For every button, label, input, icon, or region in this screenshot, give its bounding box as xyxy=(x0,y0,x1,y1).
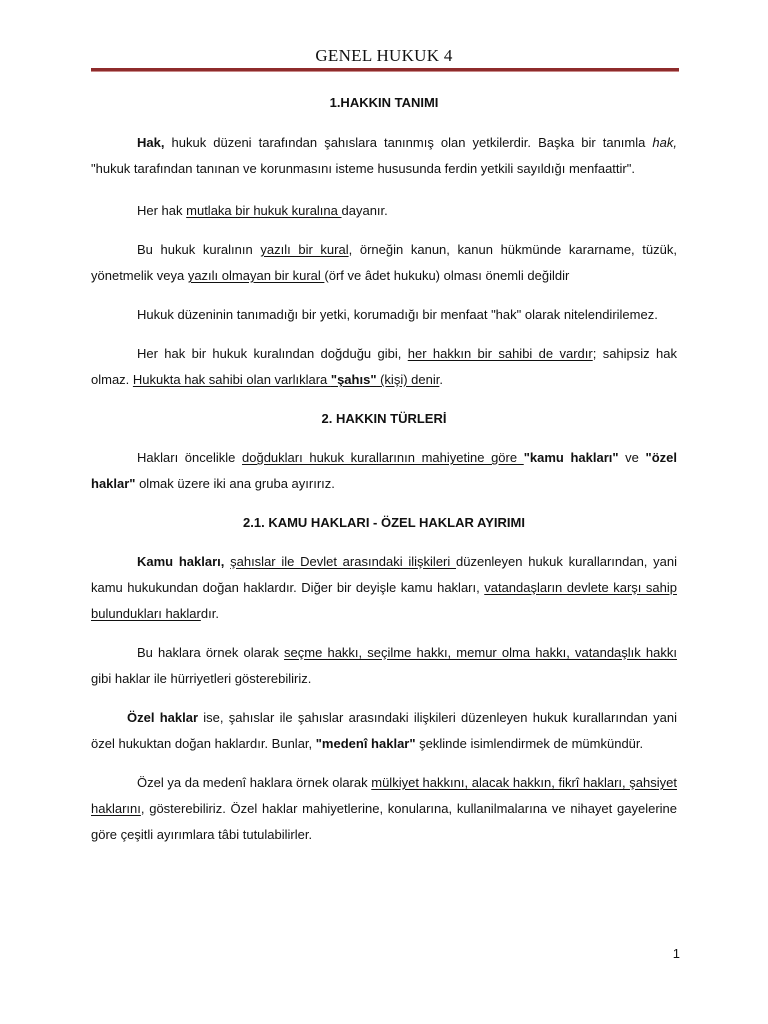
underlined-phrase: doğdukları hukuk kurallarının mahiyetine göre xyxy=(242,450,524,465)
document-body xyxy=(91,90,677,848)
paragraph-hak-sahibi xyxy=(91,341,677,393)
bold-term: "kamu hakları" xyxy=(523,450,619,465)
text-run: Özel ya da medenî haklara örnek olarak xyxy=(137,775,372,790)
underlined-phrase: her hakkın bir sahibi de vardır xyxy=(407,346,593,361)
text-run: ise, şahıslar ile şahıslar arasındaki ilişkileri düzenleyen hukuk kurallarından yani özel hukuktan doğan haklardır. Bunlar, xyxy=(91,710,678,751)
header-divider xyxy=(91,68,679,71)
underlined-phrase: yazılı olmayan bir kural xyxy=(187,268,325,283)
text-run: olmak üzere iki ana gruba ayırırız. xyxy=(135,476,335,491)
text-run: , örneğin kanun, kanun hükmünde kararname, tüzük, yönetmelik veya xyxy=(91,242,677,283)
bold-term: "özel haklar" xyxy=(91,450,677,491)
text-run: Hukuk düzeninin tanımadığı bir yetki, korumadığı bir menfaat "hak" olarak nitelendirilemez. xyxy=(137,307,658,322)
paragraph-hak-turleri xyxy=(91,445,677,497)
text-run: Bu hukuk kuralının xyxy=(137,242,261,257)
section-heading-hakkin-turleri: 2. HAKKIN TÜRLERİ xyxy=(321,411,447,426)
text-run: , gösterebiliriz. Özel haklar mahiyetlerine, konularına, kullanilmalarına ve nihayet gayelerine göre çeşitli ayırımlara tâbi tutulabilirler. xyxy=(91,801,677,842)
text-run: Hakları öncelikle xyxy=(137,450,243,465)
bold-term: "medenî haklar" xyxy=(315,736,416,751)
text-run: dayanır. xyxy=(341,203,388,218)
underlined-phrase: mutlaka bir hukuk kuralına xyxy=(186,203,342,218)
section-heading-kamu-ozel-haklar: 2.1. KAMU HAKLARI - ÖZEL HAKLAR AYIRIMI xyxy=(243,515,525,530)
italic-term: hak, xyxy=(652,135,677,150)
underlined-phrase: seçme hakkı, seçilme hakkı, memur olma hakkı, vatandaşlık hakkı xyxy=(284,645,677,660)
text-run: "hukuk tarafından tanınan ve korunmasını isteme hususunda ferdin yetkili sayıldığı menfaattir". xyxy=(91,161,635,176)
text-run: Bu haklara örnek olarak xyxy=(137,645,285,660)
text-run: . xyxy=(439,372,443,387)
text-run: ; sahipsiz hak olmaz. xyxy=(91,346,677,387)
paragraph-kamu-haklari-ornek xyxy=(91,640,677,692)
paragraph-ozel-haklar xyxy=(91,705,677,757)
text-run: (örf ve âdet hukuku) olması önemli değildir xyxy=(324,268,570,283)
text-run: düzenleyen hukuk kurallarından, yani kamu hukukundan doğan haklardır. Diğer bir deyişle kamu hakları, xyxy=(91,554,677,595)
underlined-phrase: vatandaşların devlete karşı sahip bulundukları haklar xyxy=(91,580,677,621)
text-run: Her hak bir hukuk kuralından doğduğu gibi, xyxy=(137,346,408,361)
text-run: Hukukta hak sahibi olan varlıklara xyxy=(132,372,331,387)
text-run: ve xyxy=(618,450,646,465)
page-number: 1 xyxy=(672,946,680,961)
paragraph-kamu-haklari xyxy=(91,549,677,627)
paragraph-yazili-kural xyxy=(91,237,677,289)
text-run: gibi haklar ile hürriyetleri gösterebiliriz. xyxy=(91,671,312,686)
text-run: hukuk düzeni tarafından şahıslara tanınmış olan yetkilerdir. Başka bir tanımla xyxy=(164,135,653,150)
text-run: (kişi) denir xyxy=(376,372,440,387)
text-run: dır. xyxy=(200,606,219,621)
section-heading-hakkin-tanimi: 1.HAKKIN TANIMI xyxy=(329,95,439,110)
bold-term: "şahıs" xyxy=(330,372,377,387)
paragraph-hak-definition xyxy=(91,130,677,182)
underlined-phrase: şahıslar ile Devlet arasındaki ilişkileri xyxy=(230,554,456,569)
paragraph-hak-nitelendirme xyxy=(91,302,677,328)
paragraph-ozel-haklar-ornek xyxy=(91,770,677,848)
page-header-title: GENEL HUKUK 4 xyxy=(315,46,453,65)
bold-term: Özel haklar xyxy=(127,710,199,725)
text-run: şeklinde isimlendirmek de mümkündür. xyxy=(415,736,644,751)
underlined-phrase: mülkiyet hakkını, alacak hakkın, fikrî hakları, şahsiyet haklarını xyxy=(91,775,677,816)
bold-term: Hak, xyxy=(137,135,165,150)
text-run: Her hak xyxy=(137,203,187,218)
paragraph-hukuk-kurali xyxy=(91,198,677,224)
underlined-phrase xyxy=(133,372,439,387)
bold-term: Kamu hakları, xyxy=(137,554,225,569)
underlined-phrase: yazılı bir kural xyxy=(260,242,349,257)
